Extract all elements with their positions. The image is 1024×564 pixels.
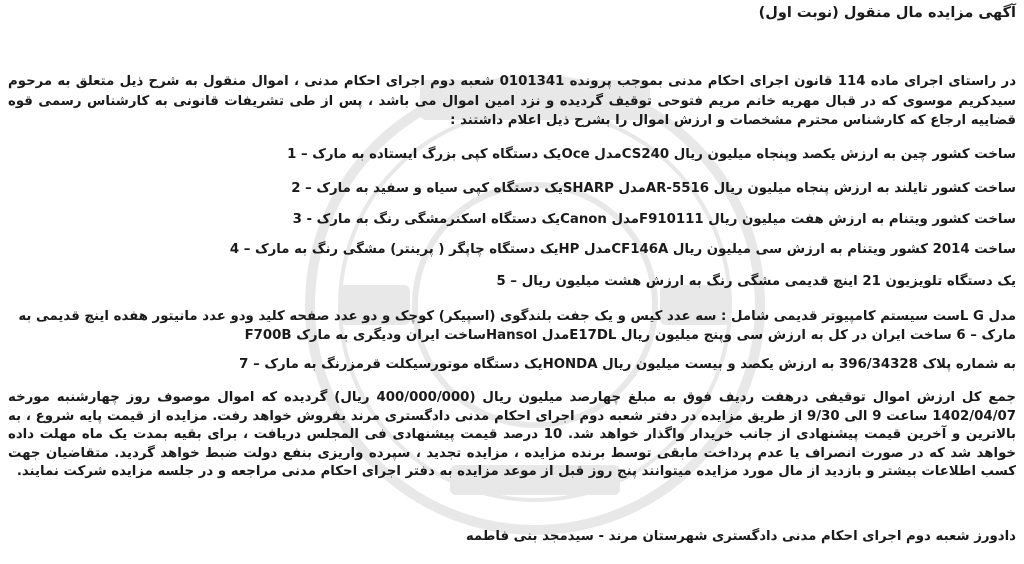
item-3: ساخت کشور ویتنام به ارزش هفت میلیون ریال F910111مدل Canonیک دستگاه اسکنرمشگی رنگ به مارک - 3 (292, 212, 1016, 227)
item-4: ساخت 2014 کشور ویتنام به ارزش سی میلیون ریال CF146Aمدل HPیک دستگاه چاپگر ( پرینتر) مشگی رنگ به مارک – 4 (229, 242, 1016, 257)
signature-line: دادورز شعبه دوم اجرای احکام مدنی دادگستری شهرستان مرند - سیدمجد بنی فاطمه (465, 529, 1016, 544)
item-6: مدل L Gست سیستم کامپیوتر قدیمی شامل : سه عدد کیس و یک جفت بلندگوی (اسپیکر) کوچک و دو عدد صفحه کلید ودو عدد مانیتور هفده اینچ قدیمی به مارک – 6 ساخت ایران در کل به ارزش سی وپنج میلیون ریال E17DLمدل Hansolساخت ایران ودیگری به مارک F700B (18, 309, 1016, 343)
item-5: یک دستگاه تلویزیون 21 اینچ قدیمی مشگی رنگ به ارزش هشت میلیون ریال – 5 (496, 274, 1016, 289)
item-7: به شماره پلاک 396/34328 به ارزش یکصد و بیست میلیون ریال HONDAیک دستگاه موتورسیکلت قرمزرنگ به مارک – 7 (239, 357, 1016, 372)
intro-paragraph: در راستای اجرای ماده 114 قانون اجرای احکام مدنی بموجب پرونده 0101341 شعبه دوم اجرای احکام مدنی ، اموال منقول به شرح ذیل متعلق به مرحوم سیدکریم موسوی که در قبال مهریه خانم مریم فتوحی توقیف گردیده و نزد امین اموال می باشد ، پس از طی تشریفات قانونی به کارشناس رسمی قوه قضاییه ارجاع که کارشناس محترم مشخصات و ارزش اموال را بشرح ذیل اعلام داشتند : (8, 74, 1017, 128)
item-2: ساخت کشور تایلند به ارزش پنجاه میلیون ریال AR-5516مدل SHARPیک دستگاه کپی سیاه و سفید به مارک – 2 (291, 181, 1016, 196)
notice-title: آگهی مزایده مال منقول (نوبت اول) (758, 5, 1016, 21)
auction-conditions-paragraph: جمع کل ارزش اموال توقیفی درهفت ردیف فوق به مبلغ چهارصد میلیون ریال (400/000/000 ریال) گردیده که اموال موصوف روز چهارشنبه مورخه 1402/04/07 ساعت 9 الی 9/30 از طریق مزایده در دفتر شعبه دوم اجرای احکام مدنی دادگستری مرند بفروش خواهد رفت. مزایده از قیمت پایه شروع ، به بالاترین و آخرین قیمت پیشنهادی از جانب خریدار واگذار خواهد شد. 10 درصد قیمت پیشنهادی فی المجلس دریافت ، برای بقیه بمدت یک ماه مهلت داده خواهد شد که در صورت انصراف یا عدم پرداخت مابقی توسط برنده مزایده ، مزایده تجدید ، سپرده واریزی بنفع دولت ضبط خواهد گردید. متقاضیان جهت کسب اطلاعات بیشتر و بازدید از مال مورد مزایده میتوانند پنج روز قبل از موعد مزایده به دفتر اجرای احکام مدنی مراجعه و در جلسه مزایده شرکت نمایند. (8, 390, 1017, 479)
item-1: ساخت کشور چین به ارزش یکصد وپنجاه میلیون ریال CS240مدل Oceیک دستگاه کپی بزرگ ایستاده به مارک – 1 (287, 147, 1016, 162)
